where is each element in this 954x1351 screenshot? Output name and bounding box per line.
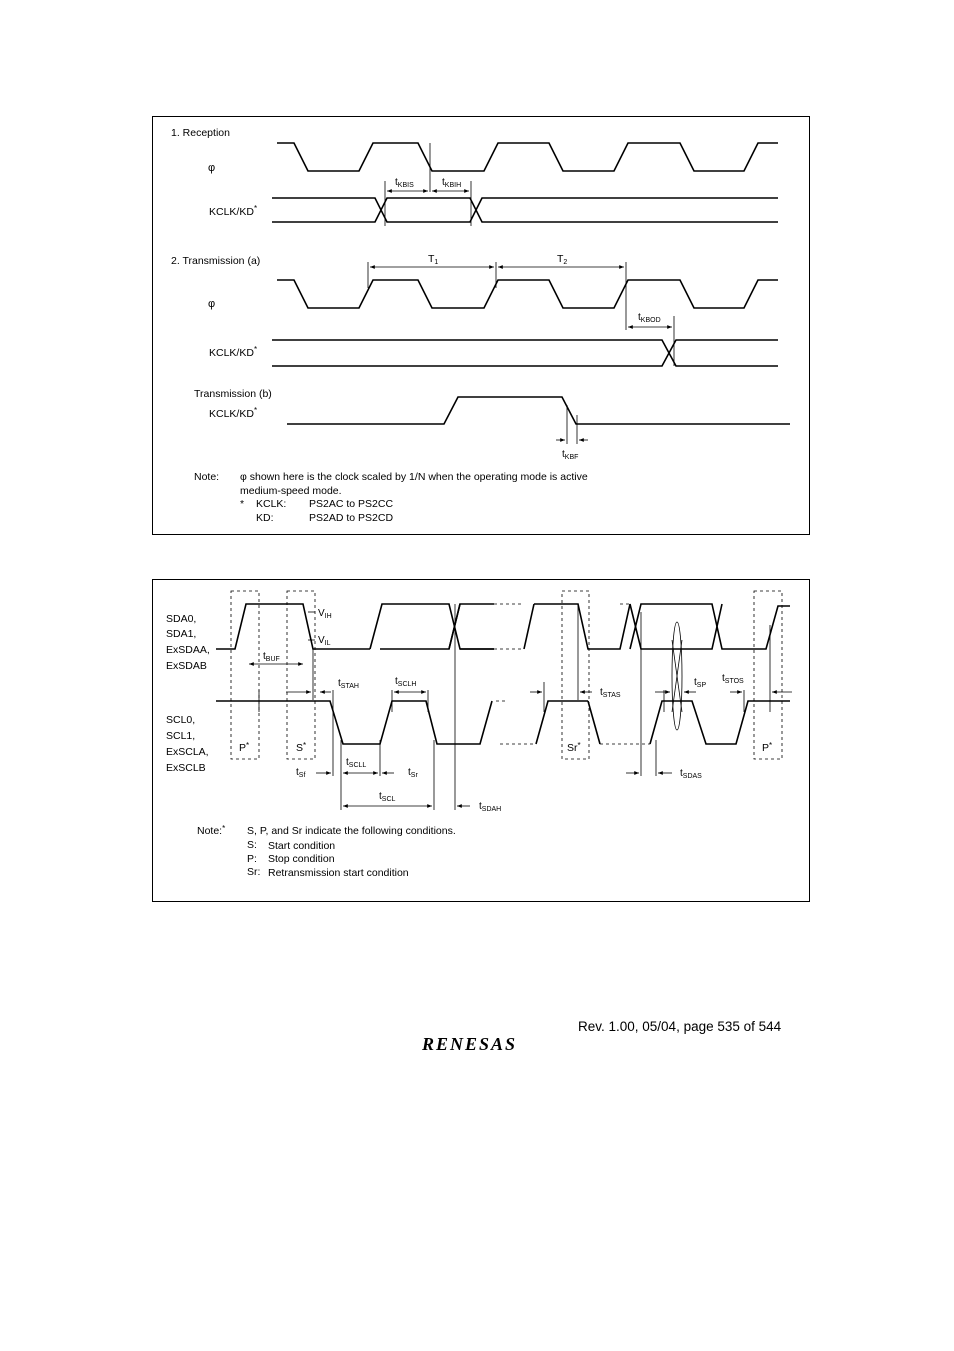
t-sf-label: $t_{Sf}$ [296,767,306,779]
kclk-kd-label-transmission-a: KCLK/KD* [209,345,258,359]
condition-value-p: Stop condition [268,853,335,865]
t-buf-label: $t_{BUF}$ [263,651,280,663]
t-scl-label: $t_{SCL}$ [379,791,396,803]
t-stah-label: $t_{STAH}$ [338,678,359,690]
t-stos-label: $t_{STOS}$ [722,673,744,685]
top-note-label: Note: [194,471,220,483]
t-sclh-label: $t_{SCLH}$ [395,676,417,688]
condition-key-s: S: [247,839,257,851]
condition-sr-label: Sr* [567,741,581,754]
bottom-note-label: Note:* [197,824,226,837]
top-note-kd-value: PS2AD to PS2CD [309,512,394,524]
transmission-b-heading: Transmission (b) [194,388,272,400]
scl-waveform-segment-4 [650,701,790,744]
scl-waveform-segment-1 [216,701,492,744]
condition-s-label: S* [296,741,307,754]
top-note-line1: φ shown here is the clock scaled by 1/N when the operating mode is active [240,471,588,483]
top-note-kclk-value: PS2AC to PS2CC [309,498,394,510]
sda-label-3: ExSDAB [166,660,207,672]
t-scll-label: $t_{SCLL}$ [346,757,367,769]
t-kbis-label: $t_{KBIS}$ [395,177,414,189]
phi-waveform-transmission [277,280,778,308]
t-sr-label: $t_{Sr}$ [408,767,418,779]
sda-waveform-segment-1 [216,604,370,649]
sda-waveform-segment-5 [534,604,630,649]
sda-waveform-segment-7 [630,604,722,649]
t2-label: T2 [557,253,568,266]
sda-waveform-segment-3 [380,604,494,649]
scl-label-1: SCL1, [166,730,196,742]
condition-key-p: P: [247,853,257,865]
scl-label-3: ExSCLB [166,762,206,774]
sda-waveform-segment-2 [370,604,494,649]
kclk-kd-waveform-reception-high [272,198,778,222]
v-ih-label: $V_{IH}$ [318,608,332,620]
t-kbih-label: $t_{KBIH}$ [442,177,462,189]
condition-box-p1 [231,591,259,759]
condition-value-s: Start condition [268,840,336,852]
t-kbf-label: $t_{KBF}$ [562,449,579,461]
t-stas-label: $t_{STAS}$ [600,687,621,699]
t1-label: T1 [428,253,439,266]
phi-label-transmission: φ [208,298,216,310]
bottom-note-line: S, P, and Sr indicate the following conditions. [247,825,456,837]
t-sp-label: $t_{SP}$ [694,677,707,689]
condition-p2-label: P* [762,741,773,754]
t-sdas-label: $t_{SDAS}$ [680,768,702,780]
kclk-kd-waveform-transmission-b [287,397,790,424]
top-note-kd-key: KD: [256,512,274,524]
condition-p1-label: P* [239,741,250,754]
scl-waveform-segment-3 [588,701,600,744]
phi-waveform-reception [277,143,778,171]
sda-label-1: SDA1, [166,628,197,640]
kclk-kd-waveform-transmission-a-high [272,340,778,366]
top-note-kclk-key: KCLK: [256,498,287,510]
scl-label-0: SCL0, [166,714,196,726]
page-reference: Rev. 1.00, 05/04, page 535 of 544 [578,1019,782,1034]
sda-label-2: ExSDAA, [166,644,210,656]
condition-key-sr: Sr: [247,866,261,878]
sda-waveform-segment-6 [630,604,790,649]
t-kbod-label: $t_{KBOD}$ [638,312,661,324]
phi-label-reception: φ [208,162,216,174]
top-note-star: * [240,498,245,510]
t-sdah-label: $t_{SDAH}$ [479,801,502,813]
kclk-kd-waveform-transmission-a-low [272,340,778,366]
top-note-line2: medium-speed mode. [240,485,342,497]
scl-label-2: ExSCLA, [166,746,209,758]
renesas-logo: RENESAS [422,1034,518,1054]
reception-heading: 1. Reception [171,127,230,139]
condition-box-sr [562,591,589,759]
v-il-label: $V_{IL}$ [318,635,331,647]
kclk-kd-waveform-reception-low [272,198,778,222]
condition-box-s [287,591,315,759]
sda-label-0: SDA0, [166,613,197,625]
kclk-kd-label-reception: KCLK/KD* [209,204,258,218]
condition-box-p2 [754,591,782,759]
condition-value-sr: Retransmission start condition [268,867,409,879]
kclk-kd-label-transmission-b: KCLK/KD* [209,406,258,420]
transmission-a-heading: 2. Transmission (a) [171,255,261,267]
